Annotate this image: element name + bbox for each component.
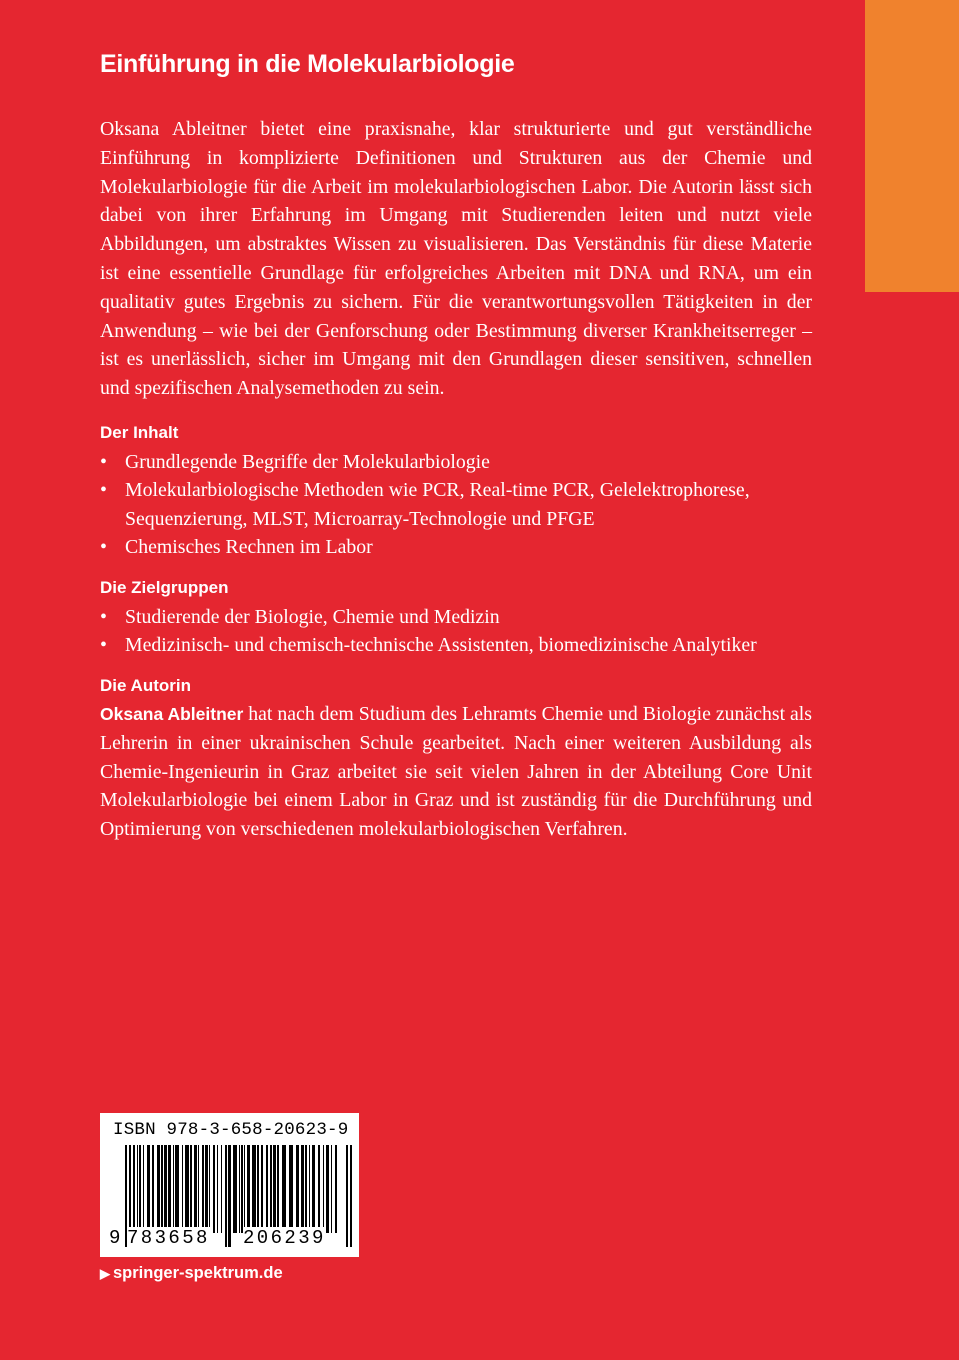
- barcode-bar: [244, 1145, 245, 1233]
- publisher-url: springer-spektrum.de: [113, 1264, 283, 1282]
- barcode-bar: [331, 1145, 332, 1233]
- barcode-bar: [157, 1145, 160, 1233]
- barcode-bar: [194, 1145, 197, 1233]
- barcode-bar: [309, 1145, 310, 1233]
- barcode-bar: [247, 1145, 250, 1233]
- barcode-bar: [305, 1145, 307, 1233]
- orange-corner-tab: [865, 0, 959, 292]
- bullet-icon: •: [100, 450, 107, 473]
- barcode-bar: [257, 1145, 259, 1233]
- barcode-bar: [270, 1145, 272, 1233]
- list-item: • Molekularbiologische Methoden wie PCR, Real-time PCR, Gelelektrophorese, Sequenzierung, MLST, Microarray-Technologie und PFGE: [100, 476, 812, 533]
- barcode-bar: [217, 1145, 218, 1233]
- list-item: • Medizinisch- und chemisch-technische Assistenten, biomedizinische Analytiker: [100, 631, 812, 660]
- section-zielgruppen: [100, 576, 812, 660]
- barcode-bar: [209, 1145, 210, 1233]
- barcode-bar: [168, 1145, 171, 1233]
- barcode-bar: [312, 1145, 315, 1233]
- barcode-bar: [198, 1145, 199, 1233]
- bullet-icon: •: [100, 479, 107, 502]
- bullet-icon: •: [100, 536, 107, 559]
- isbn-barcode: [100, 1113, 359, 1257]
- list-item: • Grundlegende Begriffe der Molekularbiologie: [100, 448, 812, 477]
- barcode-bar: [133, 1145, 135, 1233]
- barcode-bar: [301, 1145, 304, 1233]
- section-autorin: [100, 674, 812, 844]
- section-heading-inhalt: Der Inhalt: [100, 422, 179, 442]
- barcode-bar: [137, 1145, 138, 1233]
- barcode-bar: [252, 1145, 256, 1233]
- section-heading-zielgruppen: Die Zielgruppen: [100, 577, 229, 597]
- section-inhalt: [100, 421, 812, 562]
- publisher-link[interactable]: [100, 1261, 283, 1286]
- barcode-bar: [289, 1145, 293, 1233]
- barcode-bar: [164, 1145, 167, 1233]
- play-arrow-icon: ▶: [100, 1266, 110, 1281]
- bullet-icon: •: [100, 634, 107, 657]
- barcode-bar: [318, 1145, 320, 1233]
- barcode-bar: [277, 1145, 279, 1233]
- list-item: • Chemisches Rechnen im Labor: [100, 533, 812, 562]
- barcode-digits: [100, 1227, 359, 1253]
- barcode-bar: [190, 1145, 192, 1233]
- barcode-bar: [205, 1145, 208, 1233]
- barcode-bar: [182, 1145, 183, 1233]
- barcode-bar: [161, 1145, 163, 1233]
- barcode-bar: [282, 1145, 286, 1233]
- barcode-bar: [233, 1145, 237, 1233]
- book-title: Einführung in die Molekularbiologie: [100, 50, 515, 78]
- book-description: Oksana Ableitner bietet eine praxisnahe, klar strukturierte und gut verständliche Einführung in komplizierte Definitionen und Strukturen aus der Chemie und Molekularbiologie für die Arbeit im molekularbiologischen Labor. Die Autorin lässt sich dabei von ihrer Erfahrung im Umgang mit Studierenden leiten und nutzt viele Abbildungen, um abstraktes Wissen zu visualisieren. Das Verständnis für diese Materie ist eine essentielle Grundlage für erfolgreiches Arbeiten mit DNA und RNA, um ein qualitativ gutes Ergebnis zu sichern. Für die verantwortungsvollen Tätigkeiten in der Anwendung – wie bei der Genforschung oder Bestimmung diverser Krankheitserreger – ist es unerlässlich, sicher im Umgang mit den Grundlagen dieser sensitiven, schnellen und spezifischen Analysemethoden zu sein.: [100, 118, 812, 400]
- list-item: • Studierende der Biologie, Chemie und Medizin: [100, 603, 812, 632]
- barcode-bar: [143, 1145, 144, 1233]
- author-bio-text: hat nach dem Studium des Lehramts Chemie und Biologie zunächst als Lehrerin in einer ukrainischen Schule gearbeitet. Nach einer weiteren Ausbildung als Chemie-Ingenieurin in Graz arbeitet sie seit vielen Jahren in der Abteilung Core Unit Molekularbiologie bei einem Labor in Graz und ist zuständig für die Durchführung und Optimierung von verschiedenen molekularbiologischen Verfahren.: [100, 702, 812, 841]
- section-heading-autorin: Die Autorin: [100, 675, 191, 695]
- barcode-digit-first: 9: [109, 1227, 121, 1249]
- author-name: Oksana Ableitner: [100, 703, 244, 724]
- barcode-bar: [152, 1145, 154, 1233]
- barcode-bar: [326, 1145, 329, 1233]
- inhalt-list: [100, 448, 812, 562]
- zielgruppen-list: [100, 603, 812, 660]
- barcode-digits-left: 783658: [127, 1227, 210, 1249]
- bullet-icon: •: [100, 605, 107, 628]
- barcode-bar: [173, 1145, 174, 1233]
- barcode-bar: [221, 1145, 222, 1233]
- author-bio: [100, 700, 812, 844]
- barcode-bar: [241, 1145, 243, 1233]
- barcode-bar: [185, 1145, 189, 1233]
- barcode-bar: [266, 1145, 268, 1233]
- barcode-bar: [296, 1145, 299, 1233]
- back-cover-content: [100, 44, 812, 864]
- barcode-bar: [139, 1145, 141, 1233]
- isbn-label: ISBN 978-3-658-20623-9: [113, 1120, 349, 1140]
- barcode-bar: [213, 1145, 215, 1233]
- barcode-digits-right: 206239: [243, 1227, 326, 1249]
- barcode-bar: [261, 1145, 263, 1233]
- barcode-bar: [147, 1145, 150, 1233]
- barcode-bar: [239, 1145, 240, 1233]
- barcode-bar: [273, 1145, 276, 1233]
- barcode-bar: [202, 1145, 204, 1233]
- barcode-bar: [323, 1145, 324, 1233]
- barcode-bar: [175, 1145, 179, 1233]
- barcode-bar: [335, 1145, 337, 1233]
